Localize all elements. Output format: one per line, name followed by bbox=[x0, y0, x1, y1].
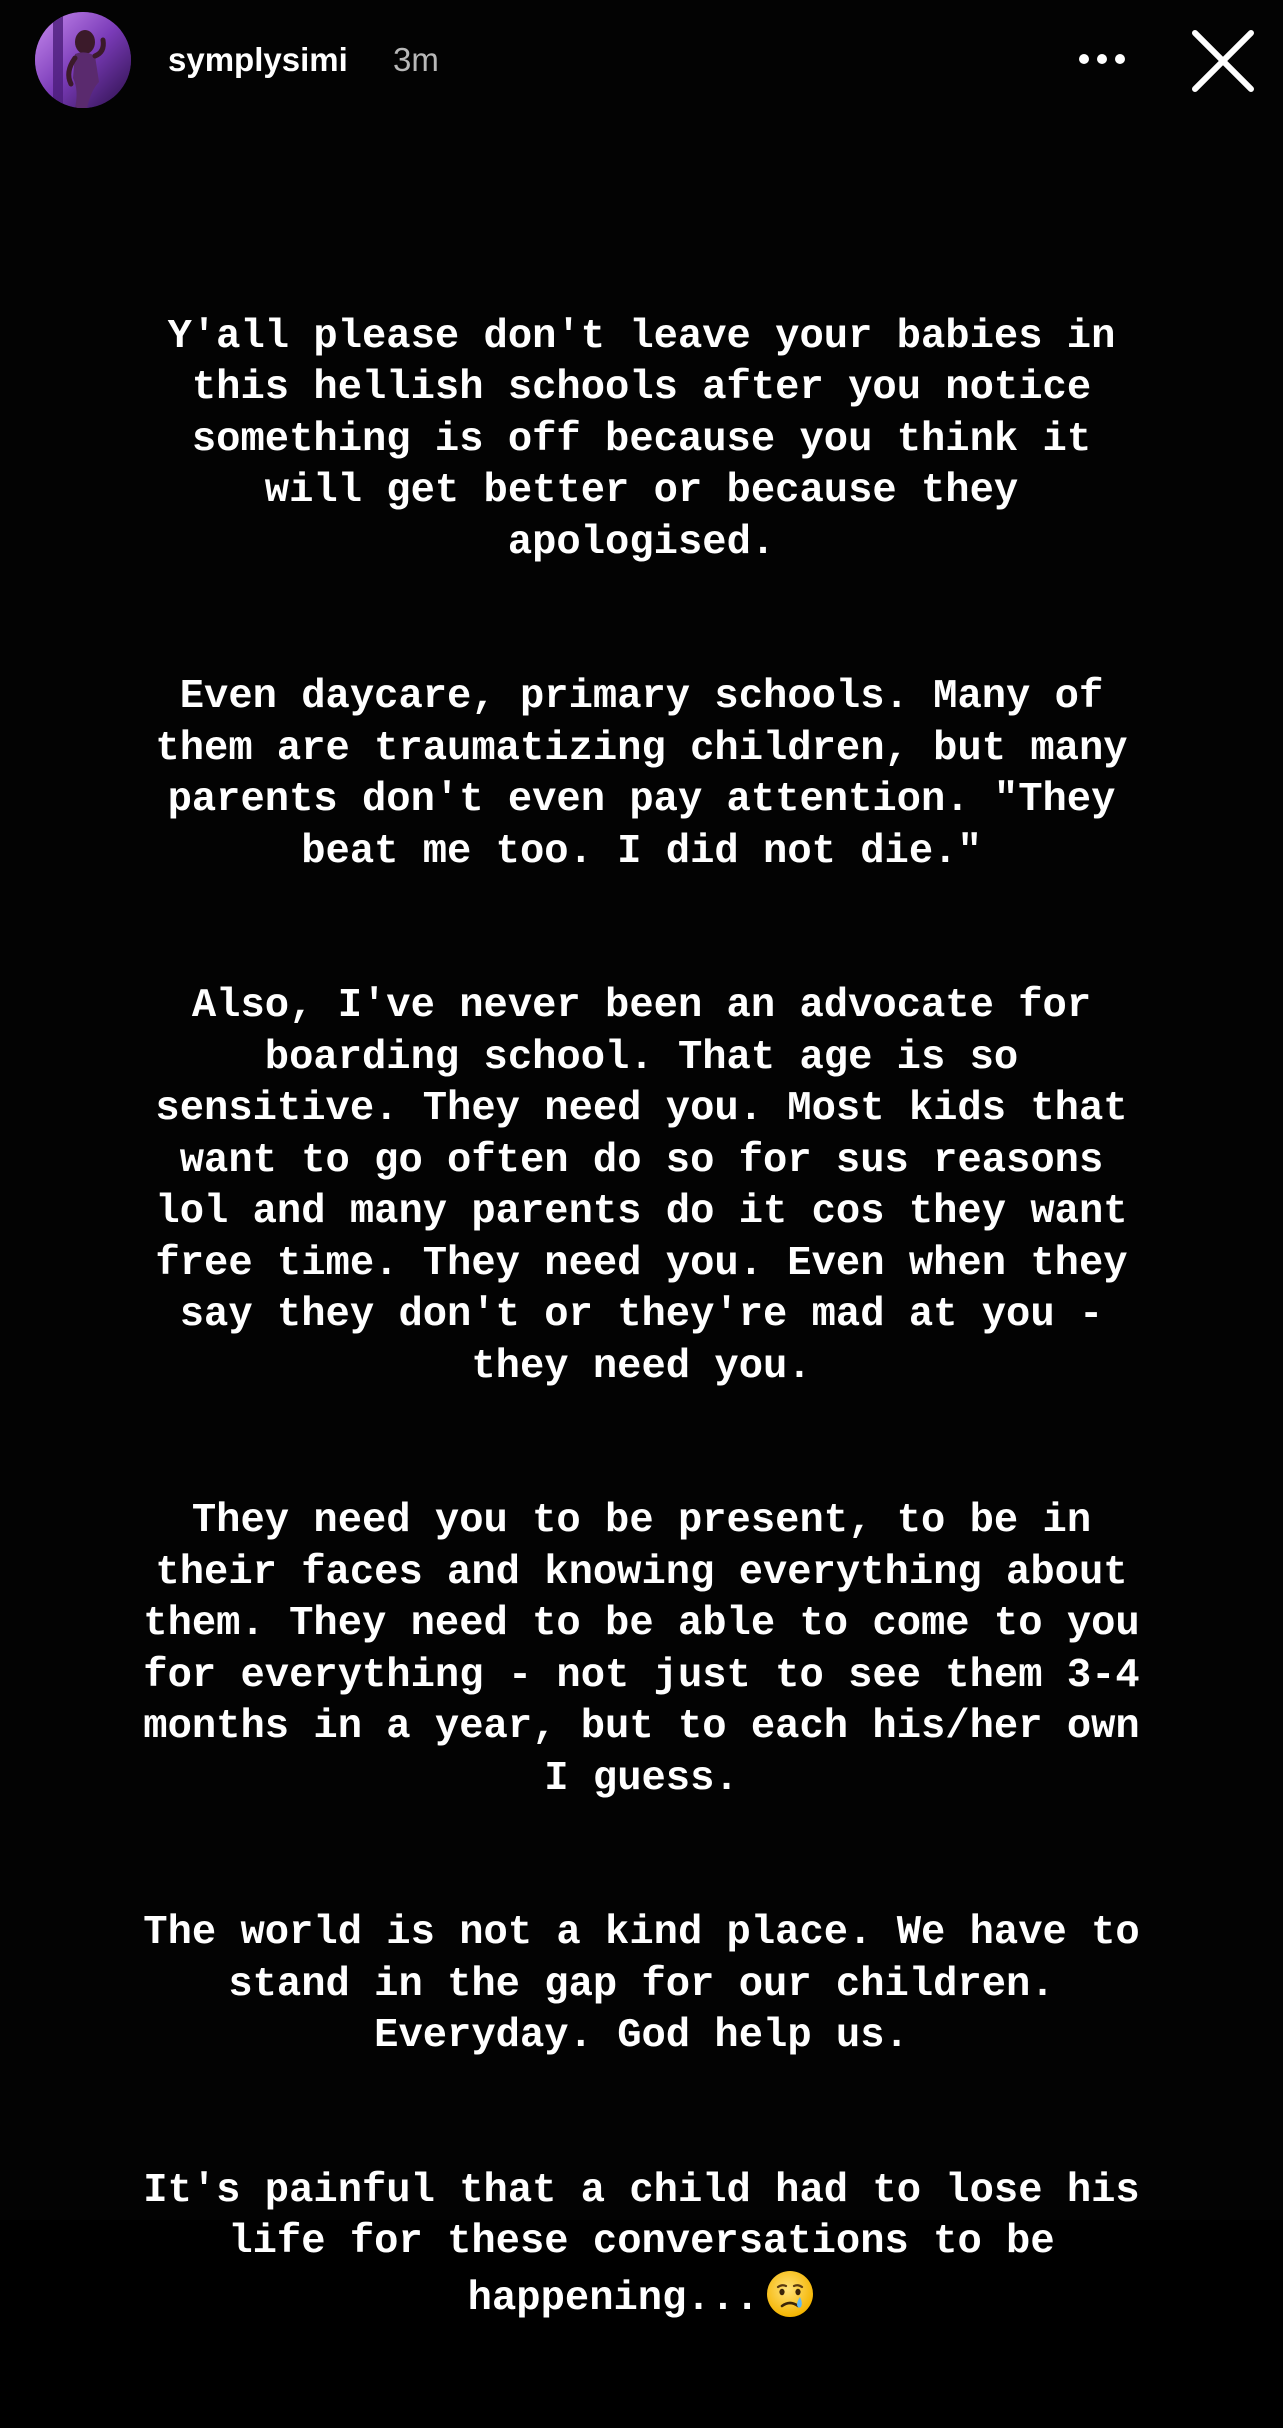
more-options-button[interactable] bbox=[1072, 36, 1132, 82]
story-paragraph-4: They need you to be present, to be in their faces and knowing everything about them. They need to be able to come to you for everything - not just to see them 3-4 months in a year, but to each his/her own I guess. bbox=[143, 1498, 1140, 1802]
story-header bbox=[0, 0, 1283, 120]
story-text bbox=[40, 260, 1243, 2428]
avatar[interactable] bbox=[35, 12, 131, 108]
close-button[interactable] bbox=[1190, 28, 1256, 94]
story-paragraph-6: It's painful that a child had to lose his life for these conversations to be happening... bbox=[143, 2167, 1140, 2322]
story-paragraph-5: The world is not a kind place. We have to stand in the gap for our children. Everyday. God help us. bbox=[143, 1910, 1140, 2059]
profile-photo-icon bbox=[35, 12, 131, 108]
story-timestamp: 3m bbox=[393, 41, 439, 78]
close-icon bbox=[1190, 28, 1256, 94]
crying-face-emoji-icon bbox=[765, 2269, 815, 2319]
story-paragraph-3: Also, I've never been an advocate for boarding school. That age is so sensitive. They need you. Most kids that want to go often do so for sus reasons lol and many parents do it cos they want free time. They need you. Even when they say they don't or they're mad at you - they need you. bbox=[155, 983, 1128, 1390]
more-horizontal-icon bbox=[1077, 53, 1127, 65]
story-paragraph-2: Even daycare, primary schools. Many of them are traumatizing children, but many parents don't even pay attention. "They beat me too. I did not die." bbox=[155, 674, 1128, 875]
story-paragraph-1: Y'all please don't leave your babies in this hellish schools after you notice something is off because you think it will get better or because they apologised. bbox=[167, 313, 1116, 566]
story-paragraph-6-wrapper bbox=[40, 2166, 1243, 2326]
username[interactable]: symplysimi bbox=[168, 41, 348, 78]
